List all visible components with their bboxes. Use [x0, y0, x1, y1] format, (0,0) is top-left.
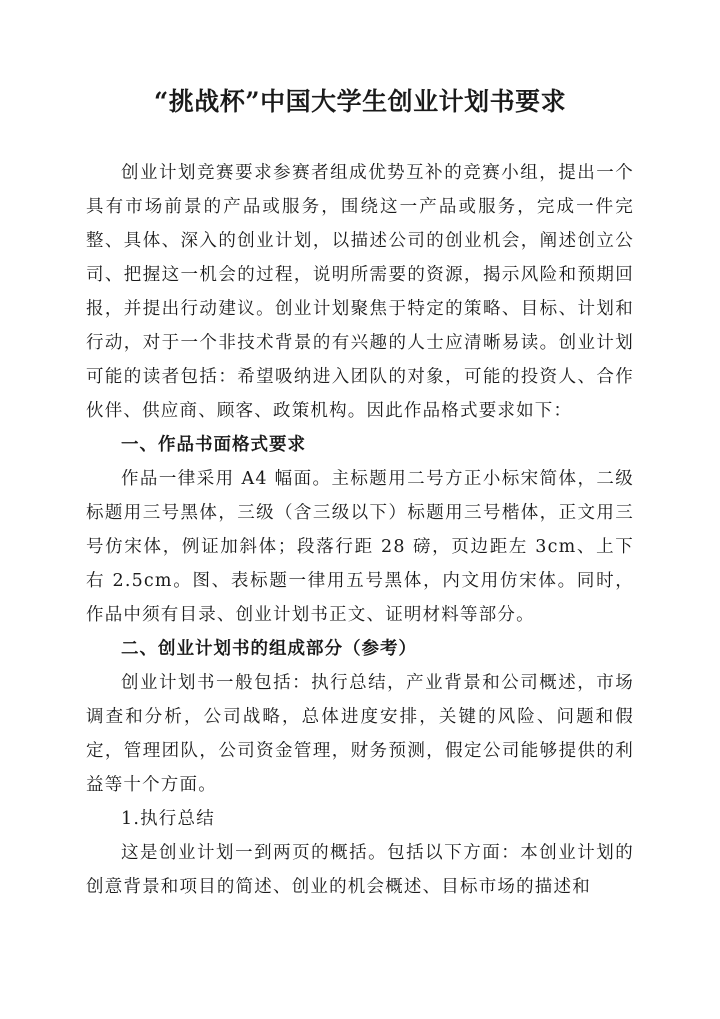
section-1-heading: 一、作品书面格式要求 [121, 435, 306, 455]
intro-paragraph: 创业计划竞赛要求参赛者组成优势互补的竞赛小组，提出一个具有市场前景的产品或服务，围绕这一产品或服务，完成一件完整、具体、深入的创业计划，以描述公司的创业机会，阐述创立公司、把握这一机会的过程，说明所需要的资源，揭示风险和预期回报，并提出行动建议。创业计划聚焦于特定的策略、目标、计划和行动，对于一个非技术背景的有兴趣的人士应清晰易读。创业计划可能的读者包括：希望吸纳进入团队的对象，可能的投资人、合作伙伴、供应商、顾客、政策机构。因此作品格式要求如下： [86, 163, 634, 421]
document-title: “挑战杯”中国大学生创业计划书要求 [153, 87, 567, 116]
section-2-heading: 二、创业计划书的组成部分（参考） [121, 639, 417, 659]
section-2-paragraph: 创业计划书一般包括：执行总结，产业背景和公司概述，市场调查和分析，公司战略，总体进度安排，关键的风险、问题和假定，管理团队，公司资金管理，财务预测，假定公司能够提供的利益等十个方面。 [86, 673, 634, 795]
section-1-paragraph: 作品一律采用 A4 幅面。主标题用二号方正小标宋简体，二级标题用三号黑体，三级（含三级以下）标题用三号楷体，正文用三号仿宋体，例证加斜体；段落行距 28 磅，页边距左 3cm、上下右 2.5cm。图、表标题一律用五号黑体，内文用仿宋体。同时，作品中须有目录、创业计划书正文、证明材料等部分。 [86, 469, 634, 625]
subsection-1-paragraph: 这是创业计划一到两页的概括。包括以下方面：本创业计划的创意背景和项目的简述、创业的机会概述、目标市场的描述和 [86, 843, 634, 897]
document-body [86, 156, 634, 904]
subsection-1-heading: 1.执行总结 [121, 809, 215, 829]
